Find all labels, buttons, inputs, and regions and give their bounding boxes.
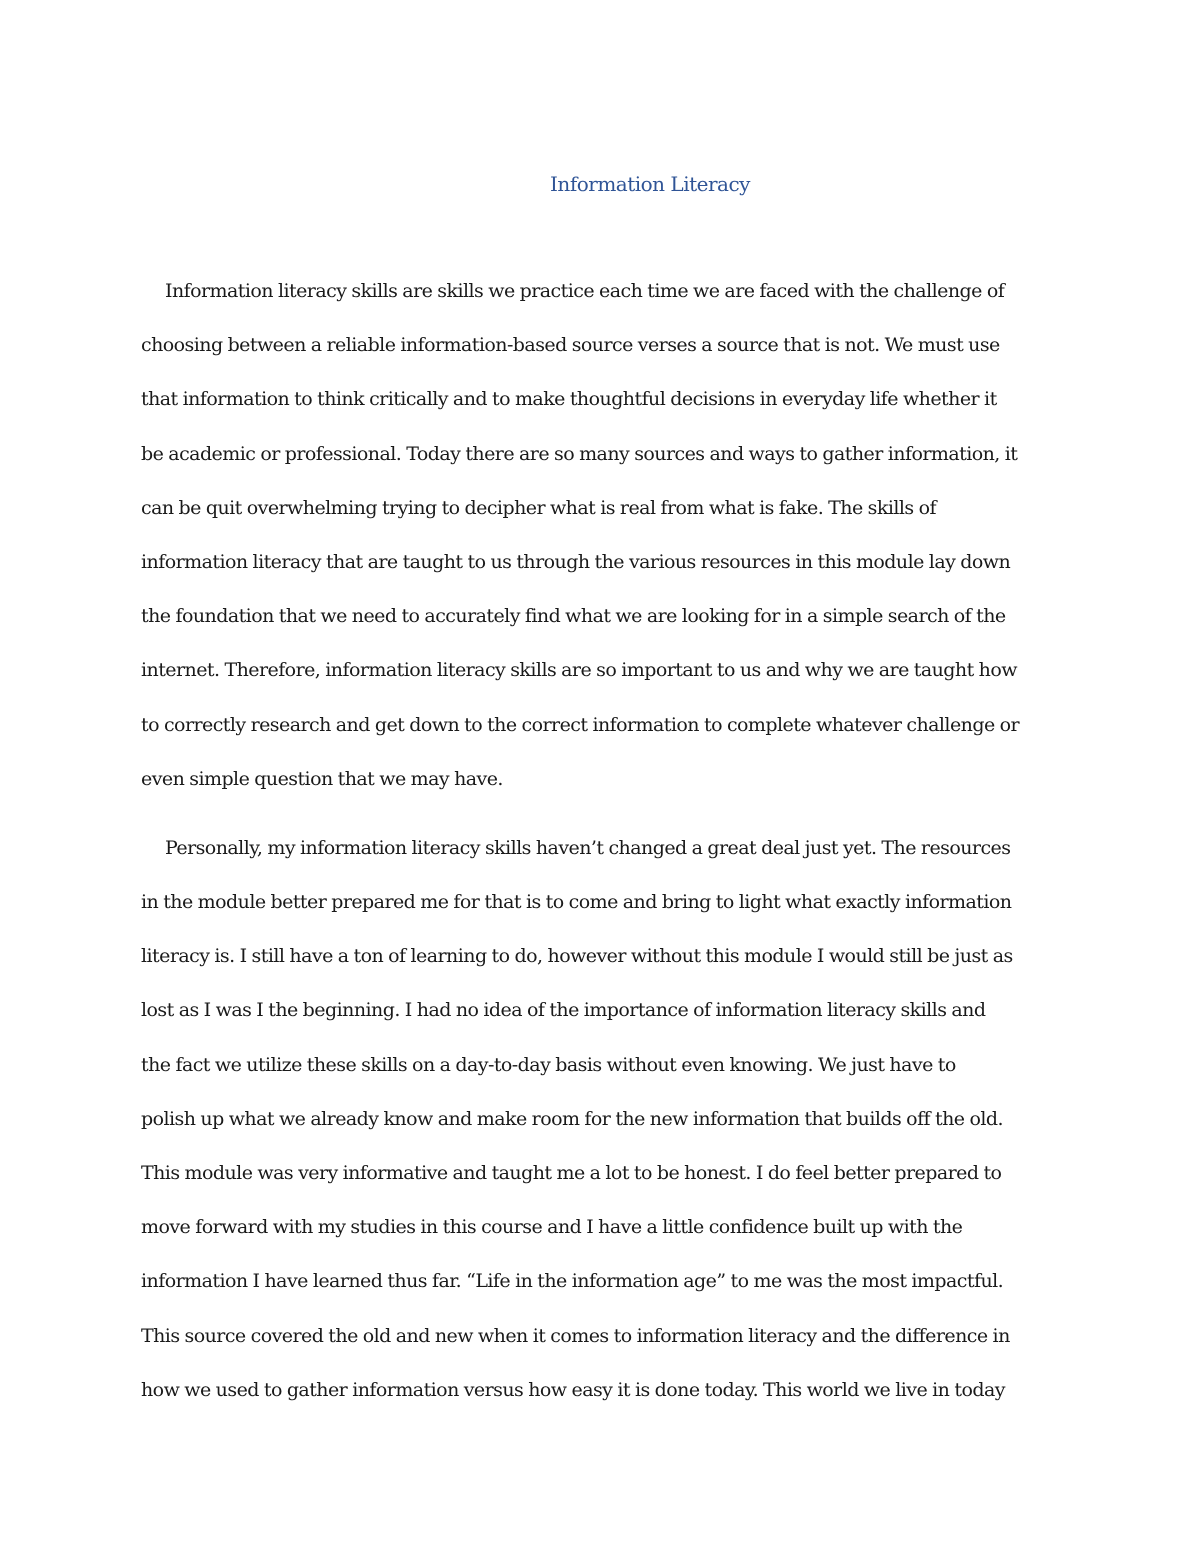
- text-line: lost as I was I the beginning. I had no idea of the importance of information literacy skills and: [141, 999, 986, 1022]
- text-line: information I have learned thus far. “Life in the information age” to me was the most impactful.: [141, 1270, 1004, 1293]
- document-title: Information Literacy: [550, 172, 750, 196]
- text-line: be academic or professional. Today there are so many sources and ways to gather information, it: [141, 442, 1018, 465]
- paragraph-2: [141, 821, 1066, 1417]
- text-line: Information literacy skills are skills we practice each time we are faced with the challenge of: [165, 280, 1005, 302]
- text-line: choosing between a reliable information-based source verses a source that is not. We must use: [141, 334, 1000, 357]
- text-line: Personally, my information literacy skills haven’t changed a great deal just yet. The resources: [165, 836, 1011, 859]
- text-line: how we used to gather information versus how easy it is done today. This world we live in today: [141, 1378, 1005, 1401]
- text-line: This source covered the old and new when it comes to information literacy and the difference in: [141, 1324, 1010, 1347]
- text-line: that information to think critically and to make thoughtful decisions in everyday life whether it: [141, 388, 997, 411]
- text-line: polish up what we already know and make room for the new information that builds off the old.: [141, 1107, 1003, 1130]
- text-line: even simple question that we may have.: [141, 767, 503, 790]
- text-line: to correctly research and get down to the correct information to complete whatever challenge or: [141, 713, 1020, 736]
- text-line: information literacy that are taught to us through the various resources in this module lay down: [141, 550, 1011, 573]
- text-line: move forward with my studies in this course and I have a little confidence built up with the: [141, 1216, 963, 1239]
- text-line: the fact we utilize these skills on a day-to-day basis without even knowing. We just have to: [141, 1053, 956, 1076]
- text-line: internet. Therefore, information literacy skills are so important to us and why we are taught how: [141, 659, 1017, 682]
- paragraph-1: [141, 264, 1066, 806]
- text-line: the foundation that we need to accurately find what we are looking for in a simple search of the: [141, 605, 1006, 628]
- text-line: This module was very informative and taught me a lot to be honest. I do feel better prepared to: [141, 1162, 1002, 1184]
- text-line: in the module better prepared me for that is to come and bring to light what exactly information: [141, 891, 1012, 914]
- text-line: literacy is. I still have a ton of learning to do, however without this module I would still be just as: [141, 945, 1013, 968]
- text-line: can be quit overwhelming trying to decipher what is real from what is fake. The skills of: [141, 496, 936, 519]
- document-body: [141, 264, 1066, 1417]
